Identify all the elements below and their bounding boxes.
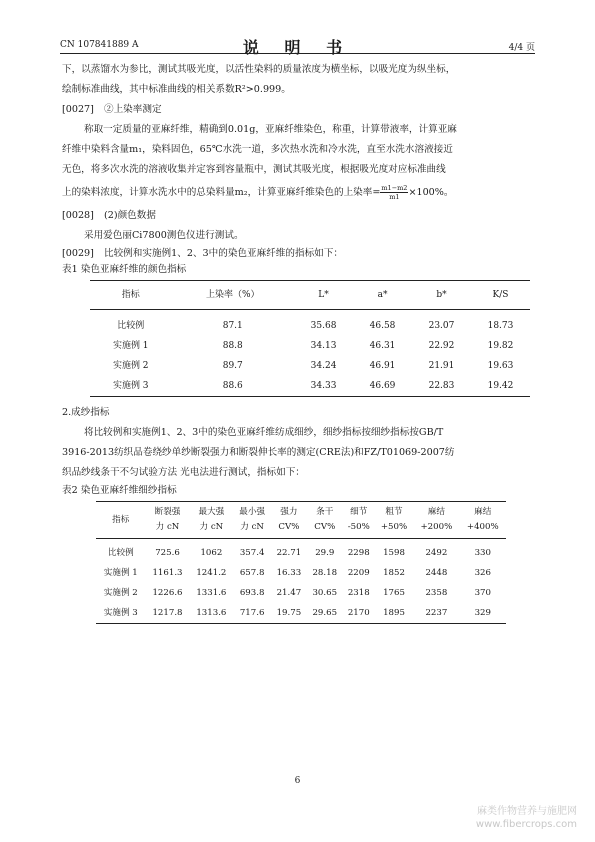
table-cell: 46.31 (369, 341, 396, 351)
table-cell: 28.18 (312, 568, 338, 578)
header-line: +400% (466, 522, 499, 532)
table-cell: 1598 (383, 548, 405, 558)
table-cell: 23.07 (428, 321, 455, 331)
table-cell: 34.24 (310, 361, 337, 371)
table-row (96, 539, 506, 564)
table-cell: 22.92 (428, 341, 455, 351)
paragraph-line: 绘制标准曲线，其中标准曲线的相关系数R²>0.999。 (62, 84, 291, 95)
header-line: +50% (380, 522, 408, 532)
watermark-line: 麻类作物营养与施肥网 (477, 806, 577, 817)
paragraph-line: 将比较例和实施例1、2、3中的染色亚麻纤维纺成细纱，细纱指标按细纱指标按GB/T (84, 427, 444, 438)
header-line: 力 cN (240, 522, 264, 532)
table-row (90, 376, 530, 397)
table-cell: 30.65 (312, 588, 338, 598)
section-title: ②上染率测定 (104, 104, 162, 115)
table-cell: 357.4 (239, 548, 265, 558)
paragraph-line (62, 180, 534, 206)
header-line: 力 cN (155, 522, 180, 532)
paragraph-tag: [0029] (62, 248, 94, 259)
table-cell: 2209 (347, 568, 370, 578)
table-header: 指标 (90, 281, 171, 310)
header-line: -50% (347, 522, 370, 532)
paragraph-line: 3916-2013纺织品卷绕纱单纱断裂强力和断裂伸长率的测定(CRE法)和FZ/T01069-2007纺 (62, 447, 455, 458)
table-cell: 1226.6 (152, 588, 183, 598)
table-row (90, 336, 530, 356)
paragraph-heading (62, 246, 534, 262)
fraction-numerator: m1−m2 (381, 184, 408, 192)
table-header: 上染率（%） (171, 281, 294, 310)
paragraph-line: 称取一定质量的亚麻纤维，精确到0.01g，亚麻纤维染色，称重，计算带液率，计算亚麻 (84, 124, 457, 135)
section-title: (2)颜色数据 (104, 210, 156, 221)
table-caption: 表2 染色亚麻纤维细纱指标 (62, 485, 177, 496)
header-line: 麻结 (474, 507, 492, 517)
document-title: 说 明 书 (242, 38, 353, 57)
header-line: 断裂强 (154, 507, 181, 517)
patent-number: CN 107841889 A (60, 40, 139, 50)
header-line: 最小强 (239, 507, 266, 517)
table-header: b* (412, 281, 471, 310)
table-cell: 2318 (347, 588, 370, 598)
header-line: 麻结 (427, 507, 445, 517)
table-cell: 1241.2 (196, 568, 227, 578)
table-cell: 比较例 (107, 548, 134, 558)
table-cell: 1765 (383, 588, 405, 598)
table-row (96, 563, 506, 583)
table-cell: 1217.8 (146, 603, 190, 624)
header-line: 细节 (350, 507, 368, 517)
table-cell: 46.69 (353, 376, 412, 397)
table-cell: 16.33 (276, 568, 302, 578)
table-header (343, 502, 375, 539)
header-line: 强力 (280, 507, 298, 517)
table-cell: 22.83 (412, 376, 471, 397)
table-cell: 2448 (425, 568, 448, 578)
header-divider (60, 53, 535, 54)
table-header (146, 502, 190, 539)
paragraph-heading (62, 100, 534, 120)
table-cell: 实施例 3 (96, 603, 146, 624)
table-cell: 实施例 3 (90, 376, 171, 397)
table-cell: 88.8 (222, 341, 243, 351)
watermark-line: www.fibercrops.com (475, 819, 577, 830)
color-index-table (90, 280, 530, 397)
header-line: 最大强 (198, 507, 225, 517)
fraction-denominator: m1 (389, 193, 400, 201)
table-row (90, 356, 530, 376)
table-header (189, 502, 233, 539)
table-cell: 717.6 (233, 603, 271, 624)
page-number: 6 (294, 776, 301, 786)
table-cell: 18.73 (487, 321, 514, 331)
formula-suffix: ×100%。 (408, 187, 454, 198)
section-title: 2.成纱指标 (62, 407, 110, 418)
paragraph-line: 纤维中染料含量m₁，染料固色，65℃水洗一道，多次热水洗和冷水洗，直至水洗水溶液接近 (62, 144, 453, 155)
table-cell: 2358 (425, 588, 448, 598)
table-cell: 29.9 (315, 548, 335, 558)
table-cell: 19.82 (487, 341, 514, 351)
table-cell: 725.6 (155, 548, 180, 558)
table-cell: 89.7 (222, 361, 243, 371)
table-cell: 2298 (347, 548, 370, 558)
table-row (96, 583, 506, 603)
table-cell: 29.65 (307, 603, 343, 624)
table-cell: 34.13 (310, 341, 337, 351)
header-line: 粗节 (385, 507, 403, 517)
yarn-index-table (96, 501, 506, 624)
header-line: 条干 (316, 507, 334, 517)
table-cell: 实施例 1 (112, 341, 149, 351)
formula-prefix: 上的染料浓度，计算水洗水中的总染料量m₂，计算亚麻纤维染色的上染率= (62, 187, 381, 198)
table-row (96, 603, 506, 624)
table-cell: 34.33 (294, 376, 353, 397)
watermark (476, 805, 577, 831)
header-line: CV% (314, 522, 336, 532)
paragraph-line: 下，以蒸馏水为参比，测试其吸光度，以活性染料的质量浓度为横坐标，以吸光度为纵坐标， (62, 64, 456, 75)
table-cell: 2492 (425, 548, 448, 558)
table-cell: 1313.6 (189, 603, 233, 624)
table-cell: 实施例 2 (103, 588, 138, 598)
header-line: CV% (278, 522, 300, 532)
table-cell: 1062 (200, 548, 223, 558)
table-cell: 21.47 (276, 588, 302, 598)
table-cell: 22.71 (276, 548, 302, 558)
table-cell: 46.91 (369, 361, 396, 371)
paragraph-heading (62, 206, 534, 226)
table-cell: 87.1 (222, 321, 243, 331)
table-cell: 657.8 (239, 568, 265, 578)
table-cell: 329 (460, 603, 506, 624)
paragraph-line: 采用爱色丽Ci7800测色仪进行测试。 (84, 230, 244, 241)
table-header (375, 502, 413, 539)
table-cell: 19.75 (271, 603, 307, 624)
table-cell: 实施例 1 (103, 568, 138, 578)
table-cell: 1331.6 (196, 588, 227, 598)
table-header (307, 502, 343, 539)
table-header (233, 502, 271, 539)
document-body (62, 60, 534, 624)
table-header (96, 502, 146, 539)
table-cell: 693.8 (239, 588, 265, 598)
paragraph-text: 比较例和实施例1、2、3中的染色亚麻纤维的指标如下： (104, 248, 343, 259)
table-cell: 1895 (375, 603, 413, 624)
paragraph-tag: [0028] (62, 210, 94, 221)
paragraph-tag: [0027] (62, 104, 94, 115)
table-cell: 88.6 (171, 376, 294, 397)
table-header: a* (353, 281, 412, 310)
uptake-fraction (380, 184, 408, 201)
page-indicator: 4/4 页 (508, 43, 535, 53)
table-cell: 370 (474, 588, 491, 598)
table-cell: 19.63 (487, 361, 514, 371)
table-cell: 19.42 (471, 376, 530, 397)
table-row (90, 310, 530, 337)
table-cell: 46.58 (369, 321, 396, 331)
table-cell: 1852 (383, 568, 405, 578)
table-caption: 表1 染色亚麻纤维的颜色指标 (62, 264, 187, 275)
table-cell: 1161.3 (152, 568, 183, 578)
table-header: L* (294, 281, 353, 310)
table-cell: 35.68 (310, 321, 337, 331)
table-header (413, 502, 459, 539)
header-line: 力 cN (199, 522, 224, 532)
table-cell: 2170 (343, 603, 375, 624)
table-cell: 21.91 (428, 361, 455, 371)
table-header (271, 502, 307, 539)
paragraph-line: 织品纱线条干不匀试验方法 光电法进行测试，指标如下： (62, 467, 305, 478)
table-header (460, 502, 506, 539)
paragraph-line: 无色，将多次水洗的溶液收集并定容到容量瓶中，测试其吸光度，根据吸光度对应标准曲线 (62, 164, 446, 175)
table-cell: 2237 (413, 603, 459, 624)
table-cell: 326 (474, 568, 491, 578)
header-line: 指标 (112, 514, 130, 525)
header-line: +200% (420, 522, 453, 532)
table-header: K/S (471, 281, 530, 310)
table-cell: 实施例 2 (112, 361, 149, 371)
table-cell: 330 (474, 548, 491, 558)
table-cell: 比较例 (117, 321, 145, 331)
